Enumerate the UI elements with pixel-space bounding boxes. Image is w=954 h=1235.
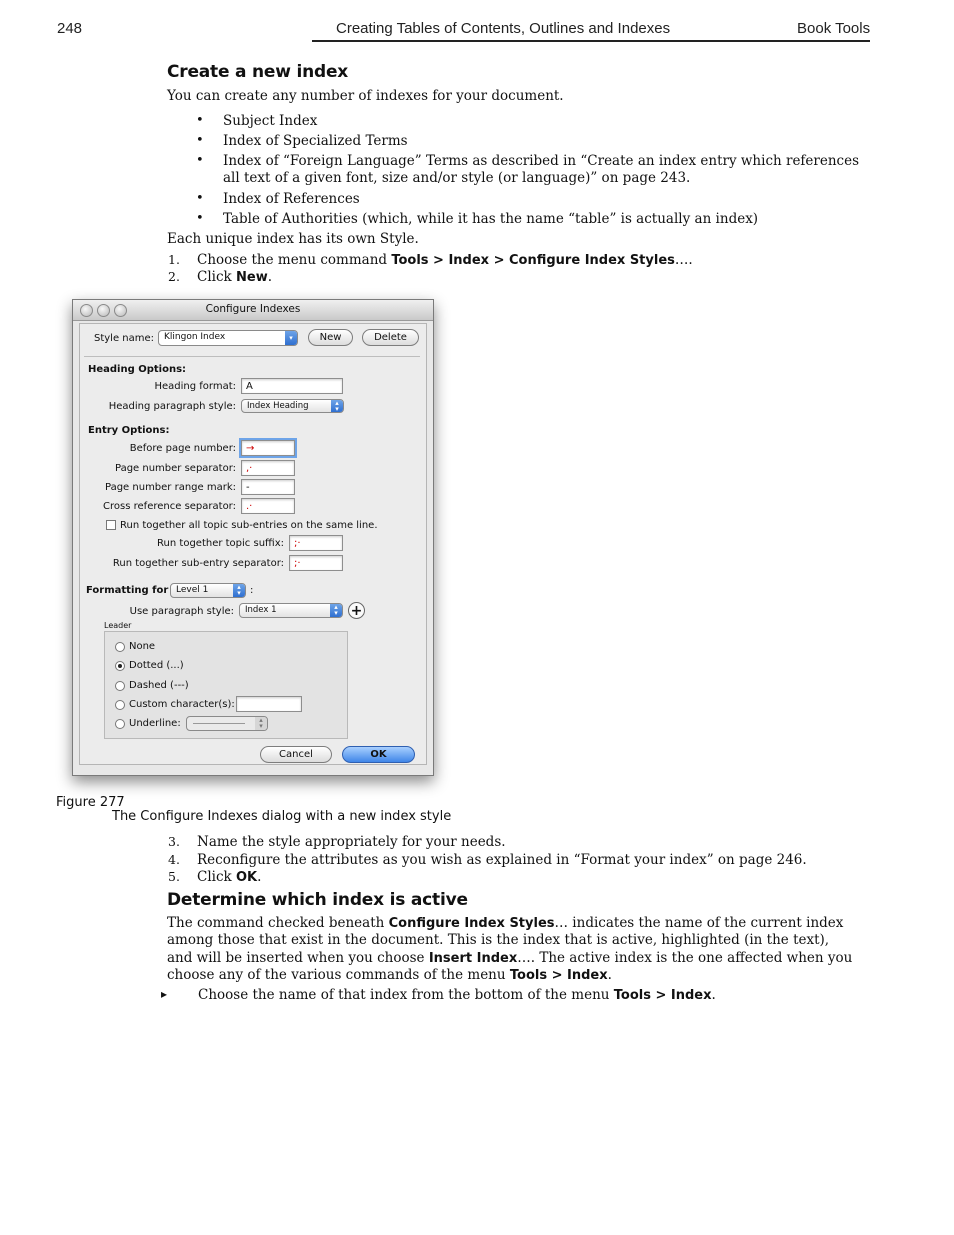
leader-underline-radio[interactable] [115,719,125,729]
underline-style-select[interactable] [186,716,268,731]
text-run: choose any of the various commands of the menu [167,967,510,983]
page-separator-input[interactable]: ,· [241,460,295,476]
list-item: Table of Authorities (which, while it has the name “table” is actually an index) [223,211,759,227]
range-mark-label: Page number range mark: [105,482,236,493]
dialog-content-panel [79,323,427,765]
heading-paragraph-select[interactable] [241,399,344,413]
step-text: Reconfigure the attributes as you wish as explained in “Format your index” on page 246. [197,852,807,868]
section-title: Book Tools [797,20,871,37]
step-text-post: . [267,269,273,285]
step-text [197,269,272,285]
leader-dotted-label: Dotted (...) [129,660,184,671]
page-number: 248 [57,20,83,37]
formatting-level-value: Level 1 [176,585,209,595]
list-item: Index of References [223,191,360,207]
bullet-glyph: • [196,113,204,128]
menu-command: Insert Index [428,951,518,966]
header-rule [312,40,870,42]
text-run: …. The active index is the one affected when you [517,950,853,966]
range-mark-input[interactable]: - [241,479,295,495]
leader-underline-label: Underline: [129,718,181,729]
menu-command: Tools > Index [613,988,712,1003]
heading-format-label: Heading format: [154,381,236,392]
line-style-icon [193,723,245,724]
list-item: Index of Specialized Terms [223,133,408,149]
divider [84,356,420,357]
use-paragraph-label: Use paragraph style: [129,606,234,617]
stepper-arrows-icon: ▴ ▾ [255,717,267,730]
new-button[interactable]: New [308,329,353,346]
leader-none-radio[interactable] [115,642,125,652]
heading-paragraph-label: Heading paragraph style: [108,401,236,412]
step-text-post: . [257,869,262,885]
menu-command: New [236,270,268,285]
run-together-checkbox[interactable] [106,520,116,530]
page-separator-label: Page number separator: [114,463,236,474]
configure-indexes-dialog [72,299,434,776]
text-run: . [607,967,612,983]
before-page-label: Before page number: [129,443,236,454]
step-text-pre: Click [197,869,236,885]
text-run: and will be inserted when you choose [167,950,429,966]
figure-label: Figure 277 [56,795,125,810]
step-text-pre: Click [197,269,236,285]
delete-button[interactable]: Delete [362,329,419,346]
heading-paragraph-value: Index Heading [247,401,309,411]
leader-custom-label: Custom character(s): [129,699,235,710]
step-number: 5. [168,869,180,884]
bullet-glyph: • [196,133,204,148]
menu-command: Tools > Index [509,968,608,983]
heading-options-label: Heading Options: [88,364,187,375]
style-name-value: Klingon Index [164,332,226,342]
tip-line [198,987,716,1005]
step-text: Name the style appropriately for your needs. [197,834,506,850]
figure-caption: The Configure Indexes dialog with a new index style [112,809,452,824]
stepper-arrows-icon: ▴ ▾ [330,604,342,617]
paragraph-line [167,950,852,968]
step-text [197,252,693,268]
entry-options-label: Entry Options: [88,425,170,436]
cross-ref-input[interactable]: .· [241,498,295,514]
run-together-label: Run together all topic sub-entries on the same line. [120,520,378,531]
bullet-glyph: • [196,153,204,168]
menu-command: Configure Index Styles [388,916,555,931]
cross-ref-label: Cross reference separator: [103,501,236,512]
step-number: 2. [168,269,180,284]
intro-paragraph: You can create any number of indexes for your document. [167,88,564,104]
list-item: Index of “Foreign Language” Terms as described in “Create an index entry which references [223,153,860,169]
ok-button[interactable]: OK [342,746,415,763]
text-run: The command checked beneath [167,915,389,931]
use-paragraph-value: Index 1 [245,605,277,615]
leader-custom-input[interactable] [236,696,302,712]
add-icon[interactable]: + [348,602,365,619]
topic-suffix-label: Run together topic suffix: [157,538,284,549]
bullet-glyph: • [196,191,204,206]
step-text [197,869,261,885]
menu-command: OK [236,870,258,885]
cancel-button[interactable]: Cancel [260,746,332,763]
step-number: 4. [168,852,180,867]
leader-group [104,631,348,739]
stepper-arrows-icon: ▴ ▾ [331,400,343,412]
bullet-glyph: • [196,211,204,226]
style-name-select[interactable] [158,330,298,346]
subentry-sep-label: Run together sub-entry separator: [112,558,284,569]
paragraph-line: among those that exist in the document. This is the index that is active, highlighted (in the text), [167,932,830,948]
list-item-continuation: all text of a given font, size and/or style (or language)” on page 243. [223,170,691,186]
dialog-titlebar [73,300,433,321]
style-note: Each unique index has its own Style. [167,231,419,247]
style-name-label: Style name: [94,333,155,344]
leader-group-label: Leader [104,621,132,630]
dialog-title: Configure Indexes [205,303,301,315]
text-run: . [711,987,716,1003]
text-run: Choose the name of that index from the bottom of the menu [198,987,614,1003]
leader-dashed-label: Dashed (---) [129,680,189,691]
heading-format-input[interactable]: A [241,378,343,394]
step-number: 1. [168,252,180,267]
list-item: Subject Index [223,113,318,129]
arrow-bullet-icon: ▸ [161,987,168,1001]
use-paragraph-select[interactable] [239,603,343,618]
subentry-sep-input[interactable]: ;· [289,555,343,571]
formatting-level-select[interactable] [170,583,246,598]
formatting-for-label: Formatting for [86,585,169,596]
step-text-post: …. [674,252,693,268]
paragraph-line [167,967,612,985]
before-page-input[interactable]: → [241,440,295,456]
section-heading: Determine which index is active [167,890,468,910]
step-text-pre: Choose the menu command [197,252,392,268]
leader-dashed-radio[interactable] [115,681,125,691]
step-number: 3. [168,834,180,849]
section-heading: Create a new index [167,62,349,82]
topic-suffix-input[interactable]: ;· [289,535,343,551]
leader-none-label: None [129,641,156,652]
formatting-colon: : [250,585,254,596]
stepper-arrows-icon: ▴ ▾ [233,584,245,597]
paragraph-line [167,915,843,933]
chapter-title: Creating Tables of Contents, Outlines and Indexes [336,20,671,37]
text-run: … indicates the name of the current index [554,915,844,931]
menu-command: Tools > Index > Configure Index Styles [391,253,675,268]
chevron-down-icon: ▾ [285,331,297,345]
leader-custom-radio[interactable] [115,700,125,710]
leader-dotted-radio[interactable] [115,661,125,671]
